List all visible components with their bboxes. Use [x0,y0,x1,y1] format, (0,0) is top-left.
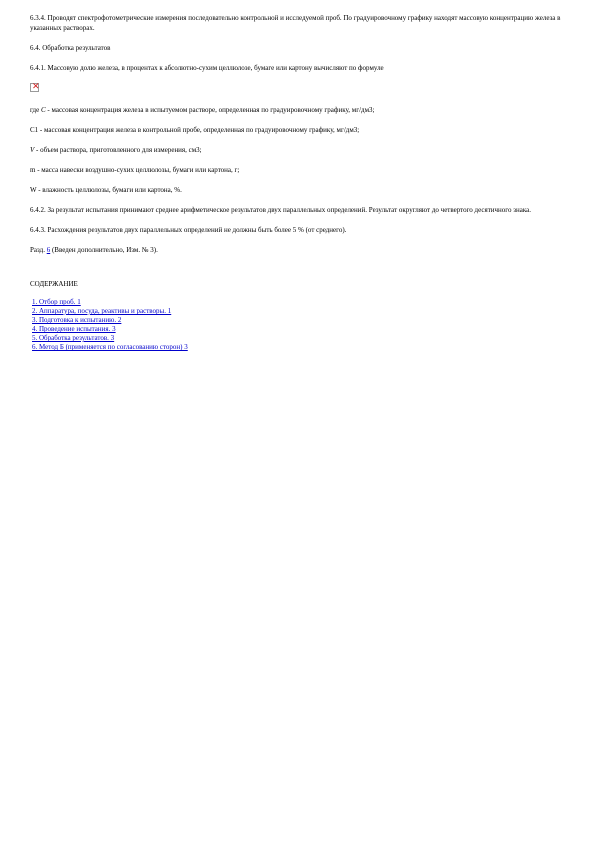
definition-w: W - влажность целлюлозы, бумаги или картона, %. [30,186,182,194]
toc-link-2[interactable]: 2. Аппаратура, посуда, реактивы и растворы. 1 [32,307,172,315]
section-note [30,245,570,255]
heading-6-4: 6.4. Обработка результатов [30,44,111,52]
definition-c1: С1 - массовая концентрация железа в контрольной пробе, определенная по градуировочному графику, мг/дм3; [30,126,360,134]
definition-m: m - масса навески воздушно-сухих целлюлозы, бумаги или картона, г; [30,166,240,174]
section-note-suffix: (Введен дополнительно, Изм. № 3). [50,246,158,254]
section-note-prefix: Разд. [30,246,47,254]
document-page [30,13,570,352]
table-of-contents [32,298,570,352]
definition-c-text: - массовая концентрация железа в испытуемом растворе, определенная по градуировочному графику, мг/дм3; [45,106,375,114]
toc-title: СОДЕРЖАНИЕ [30,280,78,288]
definition-v [30,145,570,155]
paragraph-6-4-3: 6.4.3. Расхождения результатов двух параллельных определений не должны быть более 5 % (от среднего). [30,226,347,234]
definition-v-text: - объем раствора, приготовленного для измерения, см3; [34,146,202,154]
section-6-link[interactable]: 6 [46,246,51,254]
toc-link-3[interactable]: 3. Подготовка к испытанию. 2 [32,316,122,324]
definition-c-prefix: где [30,106,41,114]
definition-c [30,105,570,115]
formula-image [30,83,570,105]
toc-link-6[interactable]: 6. Метод Б (применяется по согласованию сторон) 3 [32,343,188,351]
paragraph-6-4-2: 6.4.2. За результат испытания принимают среднее арифметическое результатов двух параллельных определений. Результат округляют до четвертого десятичного знака. [30,206,532,214]
toc-link-5[interactable]: 5. Обработка результатов. 3 [32,334,115,342]
variable-c: С [40,106,46,114]
variable-v: V [30,146,35,154]
toc-link-1[interactable]: 1. Отбор проб. 1 [32,298,81,306]
toc-link-4[interactable]: 4. Проведение испытания. 3 [32,325,116,333]
paragraph-6-3-4: 6.3.4. Проводят спектрофотометрические измерения последовательно контрольной и исследуемой проб. По градуировочному графику находят массовую концентрацию железа в указанных растворах. [30,14,561,32]
broken-image-icon: ✕ [32,82,40,92]
paragraph-6-4-1: 6.4.1. Массовую долю железа, в процентах к абсолютно-сухим целлюлозе, бумаге или картону вычисляют по формуле [30,64,384,72]
